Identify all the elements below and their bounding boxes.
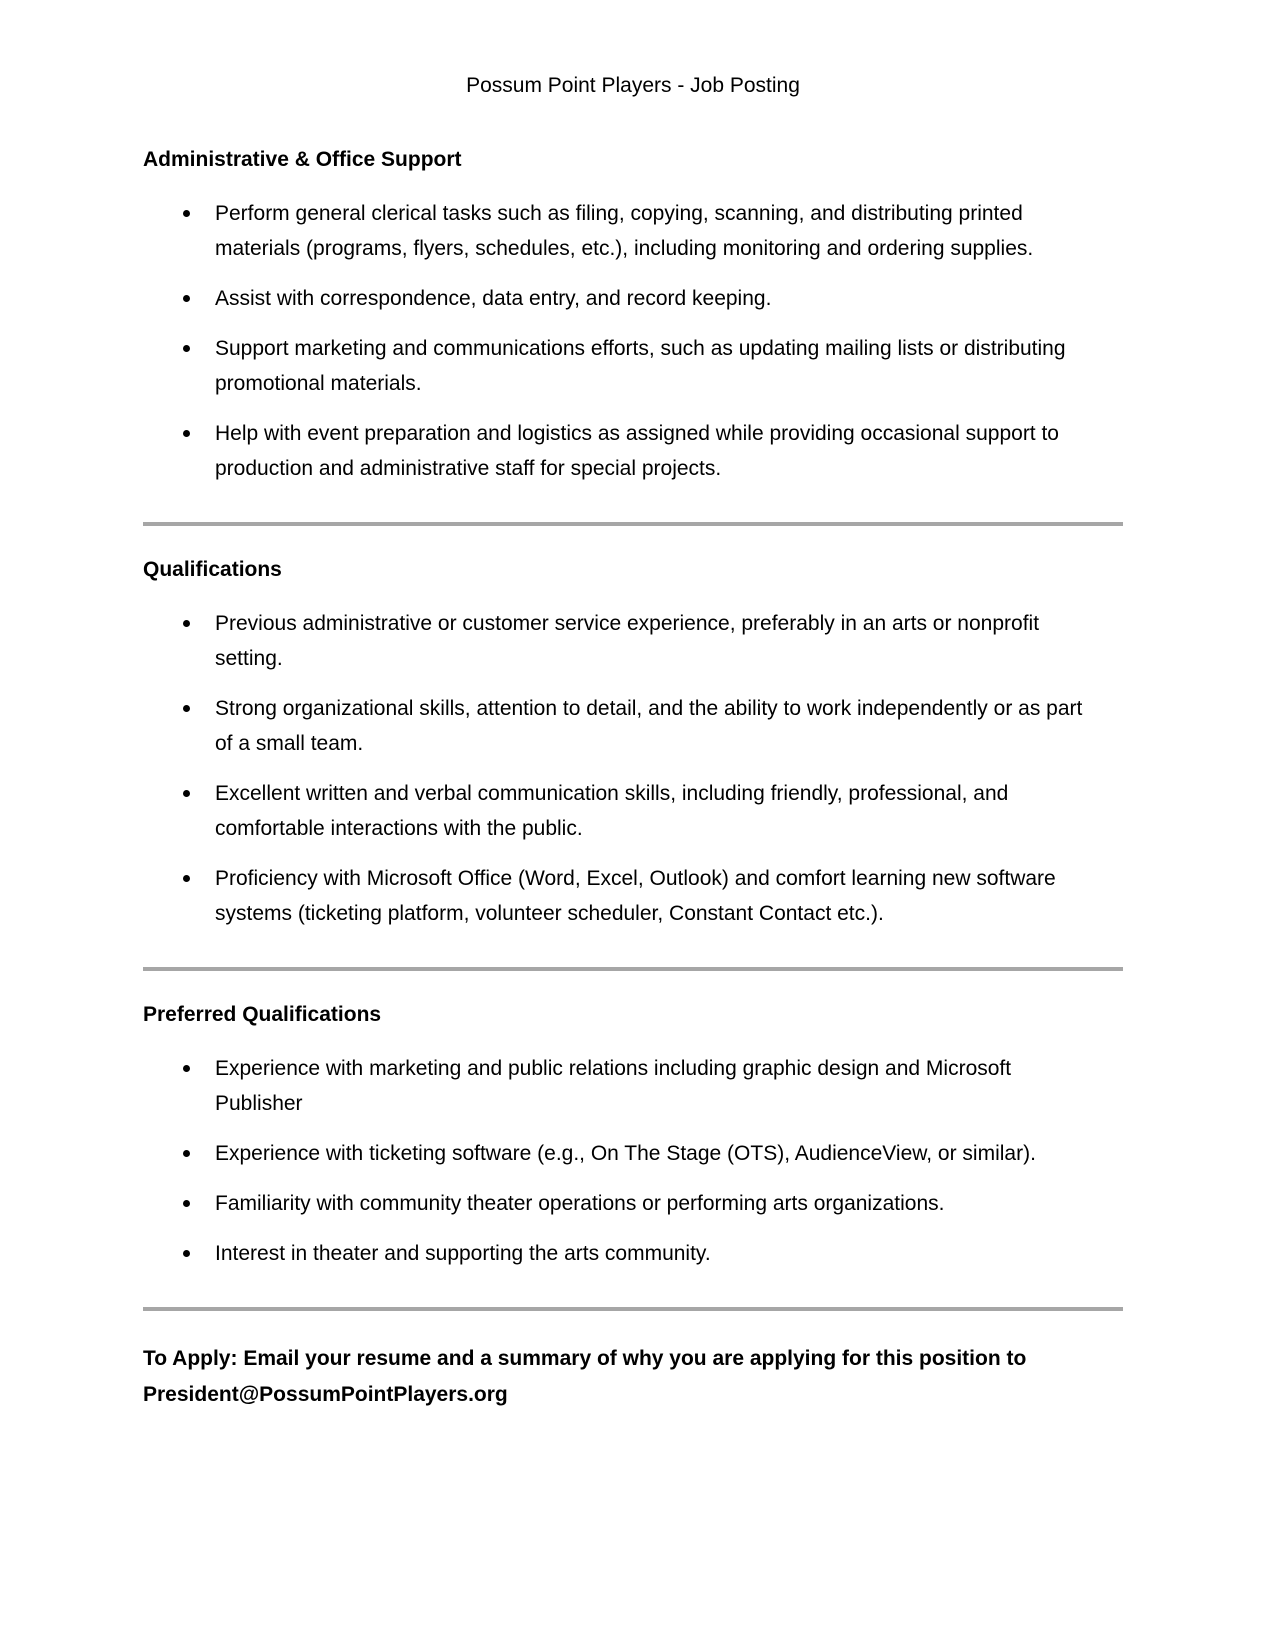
section-heading: Preferred Qualifications: [143, 1003, 382, 1026]
bullet-text: Familiarity with community theater operations or performing arts organizations.: [215, 1192, 945, 1215]
bullet-icon: [183, 295, 190, 302]
bullet-icon: [183, 790, 190, 797]
bullet-icon: [183, 1200, 190, 1207]
bullet-icon: [183, 210, 190, 217]
bullet-item: [181, 1136, 1093, 1171]
bullet-text: Experience with marketing and public relations including graphic design and Microsoft Publisher: [215, 1057, 1012, 1115]
section-divider: [143, 967, 1123, 971]
bullet-item: [181, 1186, 1093, 1221]
bullet-item: [181, 1236, 1093, 1271]
section-divider: [143, 1307, 1123, 1311]
document-title: Possum Point Players - Job Posting: [466, 74, 800, 97]
bullet-icon: [183, 620, 190, 627]
bullet-icon: [183, 430, 190, 437]
bullet-text: Perform general clerical tasks such as filing, copying, scanning, and distributing printed materials (programs, flyers, schedules, etc.), including monitoring and ordering supplies.: [215, 202, 1034, 260]
bullet-list: [181, 1051, 1123, 1271]
bullet-icon: [183, 1065, 190, 1072]
section-preferred-qualifications: [143, 1001, 1123, 1271]
bullet-item: [181, 691, 1093, 761]
section-divider: [143, 522, 1123, 526]
bullet-item: [181, 331, 1093, 401]
bullet-item: [181, 606, 1093, 676]
section-heading: Qualifications: [143, 558, 282, 581]
bullet-icon: [183, 875, 190, 882]
bullet-icon: [183, 1150, 190, 1157]
bullet-text: Previous administrative or customer service experience, preferably in an arts or nonprofit setting.: [215, 612, 1040, 670]
bullet-item: [181, 861, 1093, 931]
section-administrative-office-support: [143, 146, 1123, 486]
bullet-item: [181, 196, 1093, 266]
apply-paragraph: To Apply: Email your resume and a summary of why you are applying for this position to President@PossumPointPlayers.org: [143, 1347, 1027, 1406]
bullet-text: Interest in theater and supporting the arts community.: [215, 1242, 711, 1265]
bullet-text: Help with event preparation and logistics as assigned while providing occasional support to production and administrative staff for special projects.: [215, 422, 1059, 480]
bullet-item: [181, 776, 1093, 846]
bullet-text: Excellent written and verbal communication skills, including friendly, professional, and comfortable interactions with the public.: [215, 782, 1009, 840]
bullet-text: Proficiency with Microsoft Office (Word, Excel, Outlook) and comfort learning new software systems (ticketing platform, volunteer scheduler, Constant Contact etc.).: [215, 867, 1056, 925]
bullet-text: Assist with correspondence, data entry, and record keeping.: [215, 287, 772, 310]
bullet-icon: [183, 1250, 190, 1257]
bullet-icon: [183, 345, 190, 352]
section-heading: Administrative & Office Support: [143, 148, 462, 171]
bullet-item: [181, 281, 1093, 316]
bullet-list: [181, 606, 1123, 931]
bullet-text: Experience with ticketing software (e.g., On The Stage (OTS), AudienceView, or similar).: [215, 1142, 1036, 1165]
bullet-item: [181, 1051, 1093, 1121]
section-qualifications: [143, 556, 1123, 931]
bullet-list: [181, 196, 1123, 486]
bullet-item: [181, 416, 1093, 486]
bullet-text: Strong organizational skills, attention to detail, and the ability to work independently or as part of a small team.: [215, 697, 1083, 755]
bullet-text: Support marketing and communications efforts, such as updating mailing lists or distributing promotional materials.: [215, 337, 1066, 395]
bullet-icon: [183, 705, 190, 712]
